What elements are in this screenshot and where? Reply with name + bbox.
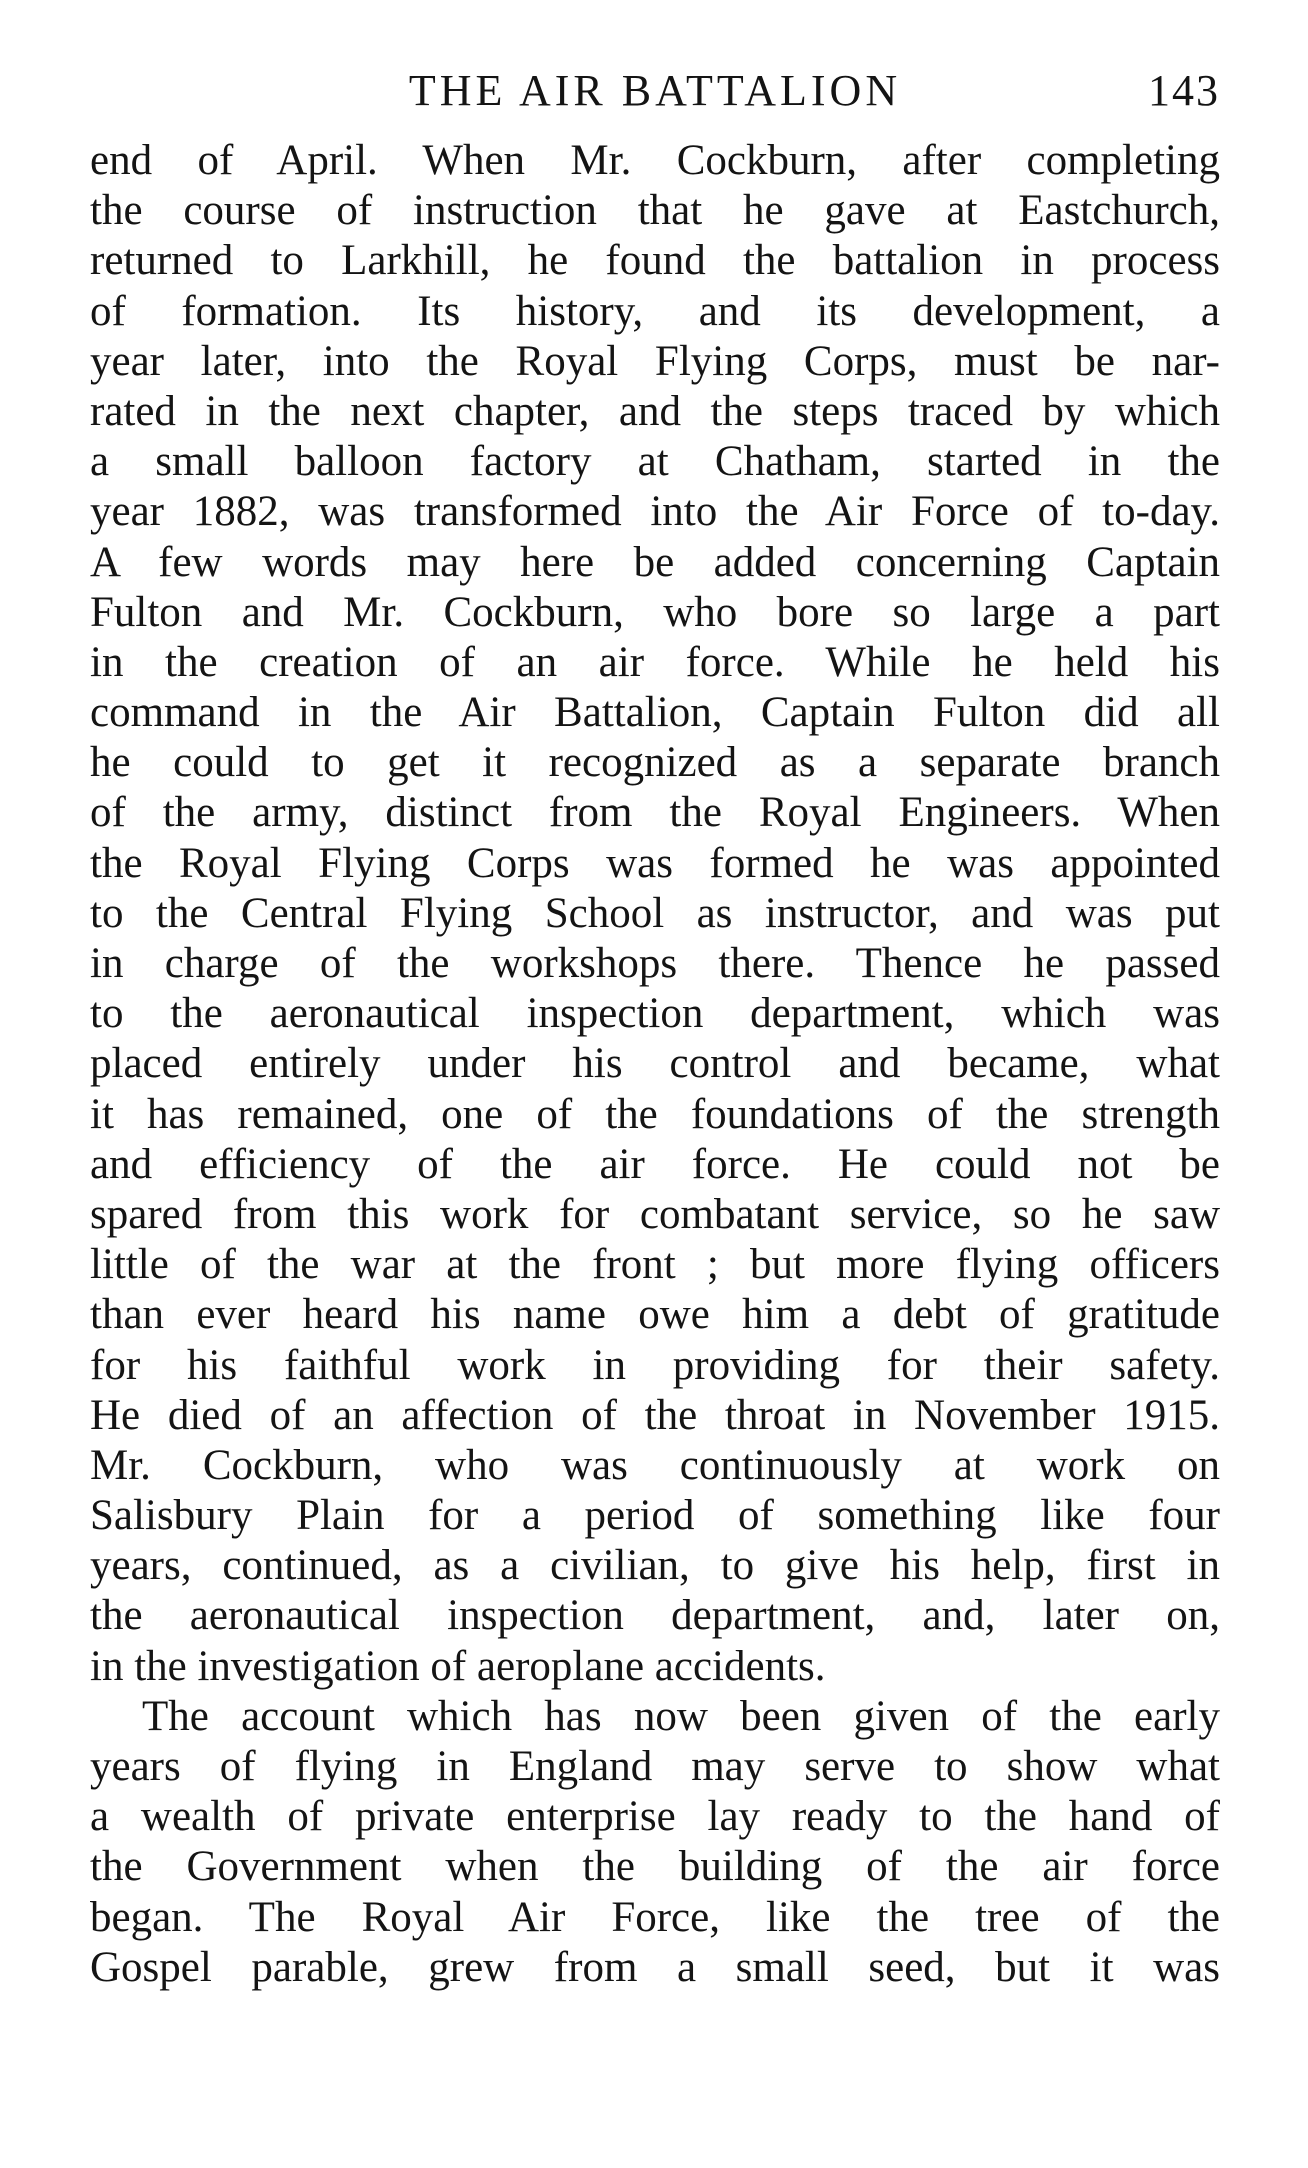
text-line: The account which has now been given of the early [142, 1692, 1220, 1740]
text-line: to the aeronautical inspection department, which was [90, 990, 1220, 1038]
text-line: of the army, distinct from the Royal Engineers. When [90, 789, 1220, 837]
paragraph-1 [90, 136, 1220, 1692]
text-line: A few words may here be added concerning Captain [90, 538, 1220, 586]
text-line: He died of an affection of the throat in November 1915. [90, 1391, 1220, 1439]
text-line: rated in the next chapter, and the steps traced by which [90, 387, 1220, 435]
text-line: years, continued, as a civilian, to give his help, first in [90, 1542, 1220, 1590]
text-line: it has remained, one of the foundations of the strength [90, 1090, 1220, 1138]
text-line: little of the war at the front ; but more flying officers [90, 1241, 1220, 1289]
text-line: Mr. Cockburn, who was continuously at work on [90, 1441, 1220, 1489]
text-line: command in the Air Battalion, Captain Fulton did all [90, 689, 1220, 737]
text-line: a small balloon factory at Chatham, started in the [90, 438, 1220, 486]
body-text [90, 136, 1220, 1993]
text-line: the Royal Flying Corps was formed he was appointed [90, 839, 1220, 887]
text-line: in charge of the workshops there. Thence he passed [90, 940, 1220, 987]
text-line: end of April. When Mr. Cockburn, after completing [90, 137, 1220, 184]
text-line: for his faithful work in providing for their safety. [90, 1341, 1220, 1389]
paragraph-2 [90, 1692, 1220, 1993]
text-line: in the creation of an air force. While he held his [90, 638, 1220, 686]
text-line: placed entirely under his control and became, what [90, 1040, 1220, 1088]
page-header [90, 56, 1220, 126]
text-line: to the Central Flying School as instructor, and was put [90, 889, 1220, 937]
text-line: a wealth of private enterprise lay ready to the hand of [90, 1793, 1220, 1841]
text-line: the aeronautical inspection department, and, later on, [90, 1592, 1220, 1640]
text-line: and efficiency of the air force. He could not be [90, 1140, 1220, 1188]
text-line: spared from this work for combatant service, so he saw [90, 1190, 1220, 1238]
text-line: the Government when the building of the air force [90, 1843, 1220, 1891]
text-line: years of flying in England may serve to show what [90, 1743, 1220, 1790]
running-title: THE AIR BATTALION [408, 66, 902, 115]
text-line: the course of instruction that he gave at Eastchurch, [90, 187, 1220, 235]
text-line: year later, into the Royal Flying Corps, must be nar- [90, 337, 1220, 385]
text-line: returned to Larkhill, he found the battalion in process [90, 237, 1220, 285]
text-line: he could to get it recognized as a separate branch [90, 739, 1220, 787]
text-line: began. The Royal Air Force, like the tree of the [90, 1893, 1220, 1941]
page-number: 143 [1148, 66, 1220, 115]
text-line: than ever heard his name owe him a debt of gratitude [90, 1291, 1220, 1339]
text-line: of formation. Its history, and its development, a [90, 287, 1220, 335]
text-line: Fulton and Mr. Cockburn, who bore so large a part [90, 588, 1220, 636]
text-line: in the investigation of aeroplane accidents. [90, 1642, 826, 1690]
text-line: year 1882, was transformed into the Air Force of to-day. [90, 488, 1220, 536]
text-line: Gospel parable, grew from a small seed, but it was [90, 1943, 1220, 1991]
text-line: Salisbury Plain for a period of something like four [90, 1492, 1220, 1540]
